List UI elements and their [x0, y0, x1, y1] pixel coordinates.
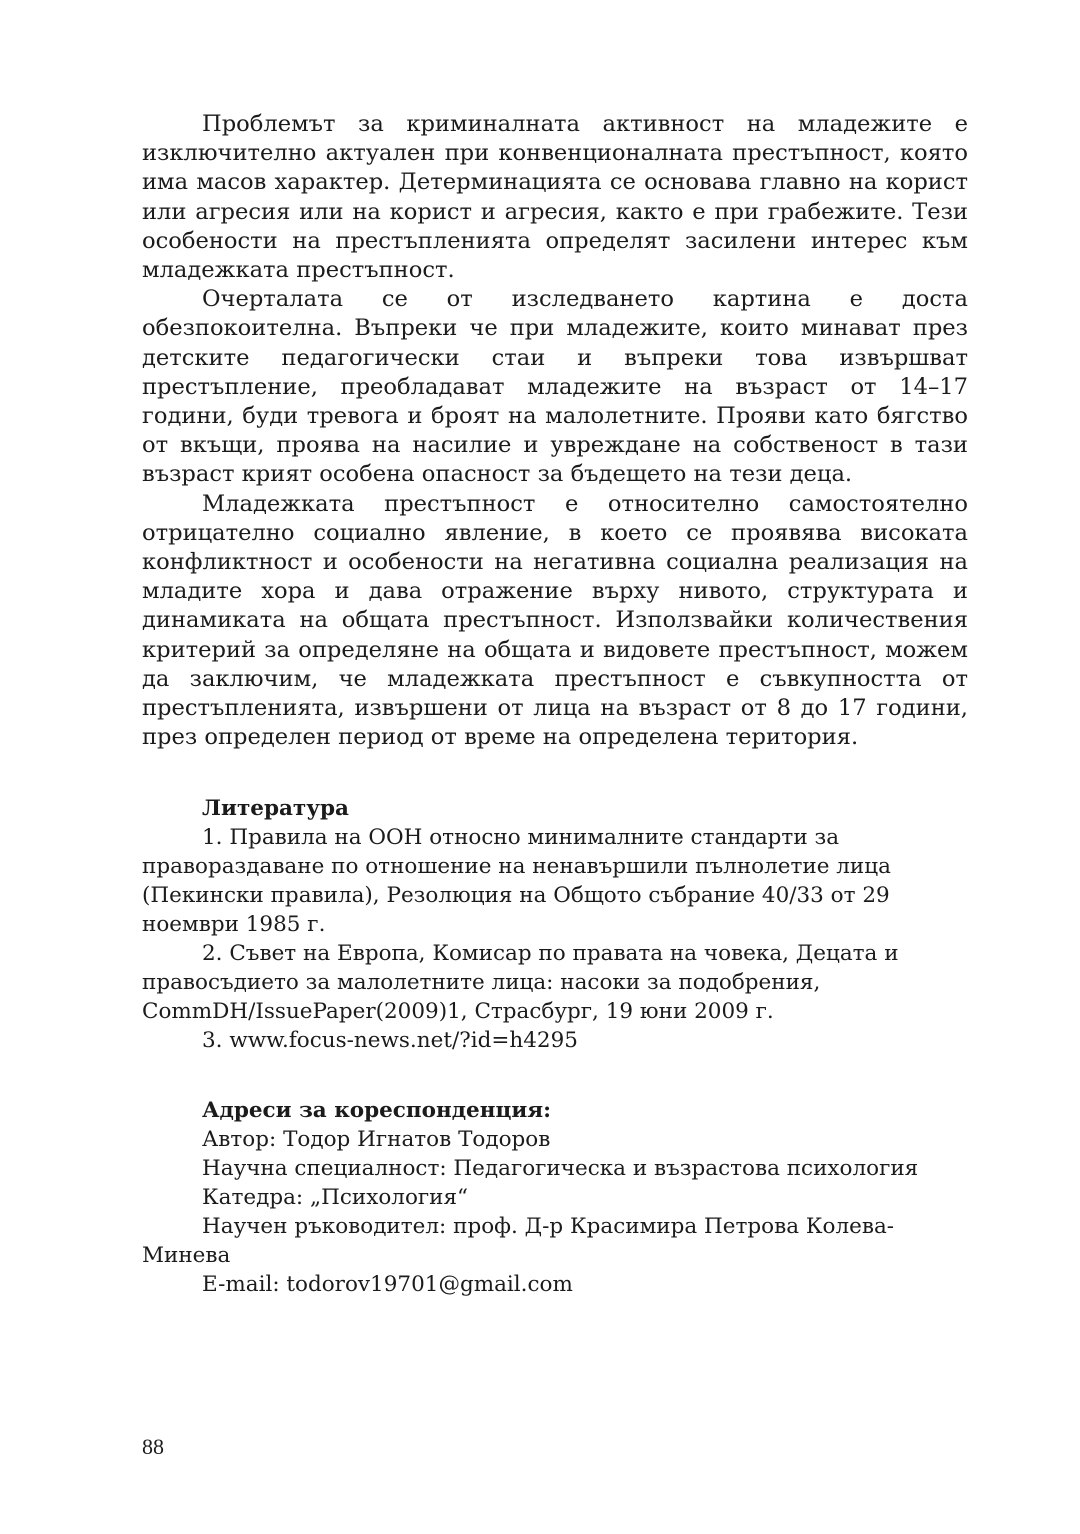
page-number: 88: [142, 1434, 164, 1459]
correspondence-section: [142, 1096, 968, 1299]
email-line: E-mail: todorov19701@gmail.com: [202, 1272, 573, 1298]
literature-item: 2. Съвет на Европа, Комисар по правата на човека, Децата и правосъдието за малолетните лица: насоки за подобрения, CommDH/IssuePaper(2009)1, Страсбург, 19 юни 2009 г.: [142, 941, 899, 1025]
paragraph: Проблемът за криминалната активност на младежите е изключително актуален при конвенционалната престъпност, която има масов характер. Детерминацията се основава главно на корист или агресия или на корист и агресия, както е при грабежите. Тези особености на престъпленията определят засилени интерес към младежката престъпност.: [142, 111, 968, 284]
author-line: Автор: Тодор Игнатов Тодоров: [202, 1127, 551, 1153]
literature-section: [142, 794, 968, 1055]
page-content: [142, 110, 968, 1299]
literature-item: 1. Правила на ООН относно минималните стандарти за правораздаване по отношение на ненавършили пълнолетие лица (Пекински правила), Резолюция на Общото събрание 40/33 от 29 ноември 1985 г.: [142, 825, 891, 938]
correspondence-title: Адреси за кореспонденция:: [202, 1098, 552, 1124]
paragraph: Младежката престъпност е относително самостоятелно отрицателно социално явление, в което се проявява високата конфликтност и особености на негативна социална реализация на младите хора и дава отражение върху нивото, структурата и динамиката на общата престъпност. Използвайки количествения критерий за определяне на общата и видовете престъпност, можем да заключим, че младежката престъпност е съвкупността от престъпленията, извършени от лица на възраст от 8 до 17 години, през определен период от време на определена територия.: [142, 490, 968, 751]
department-line: Катедра: „Психология“: [202, 1185, 469, 1211]
specialty-line: Научна специалност: Педагогическа и възрастова психология: [202, 1156, 919, 1182]
literature-item: 3. www.focus-news.net/?id=h4295: [202, 1028, 578, 1054]
literature-title: Литература: [202, 796, 349, 822]
supervisor-line: Научен ръководител: проф. Д-р Красимира Петрова Колева-Минева: [142, 1214, 895, 1269]
article-body: [142, 110, 968, 752]
paragraph: Очерталата се от изследването картина е доста обезпокоителна. Въпреки че при младежите, които минават през детските педагогически стаи и въпреки това извършват престъпление, преобладават младежите на възраст от 14–17 години, буди тревога и броят на малолетните. Прояви като бягство от вкъщи, проява на насилие и увреждане на собственост в тази възраст крият особена опасност за бъдещето на тези деца.: [142, 286, 968, 488]
